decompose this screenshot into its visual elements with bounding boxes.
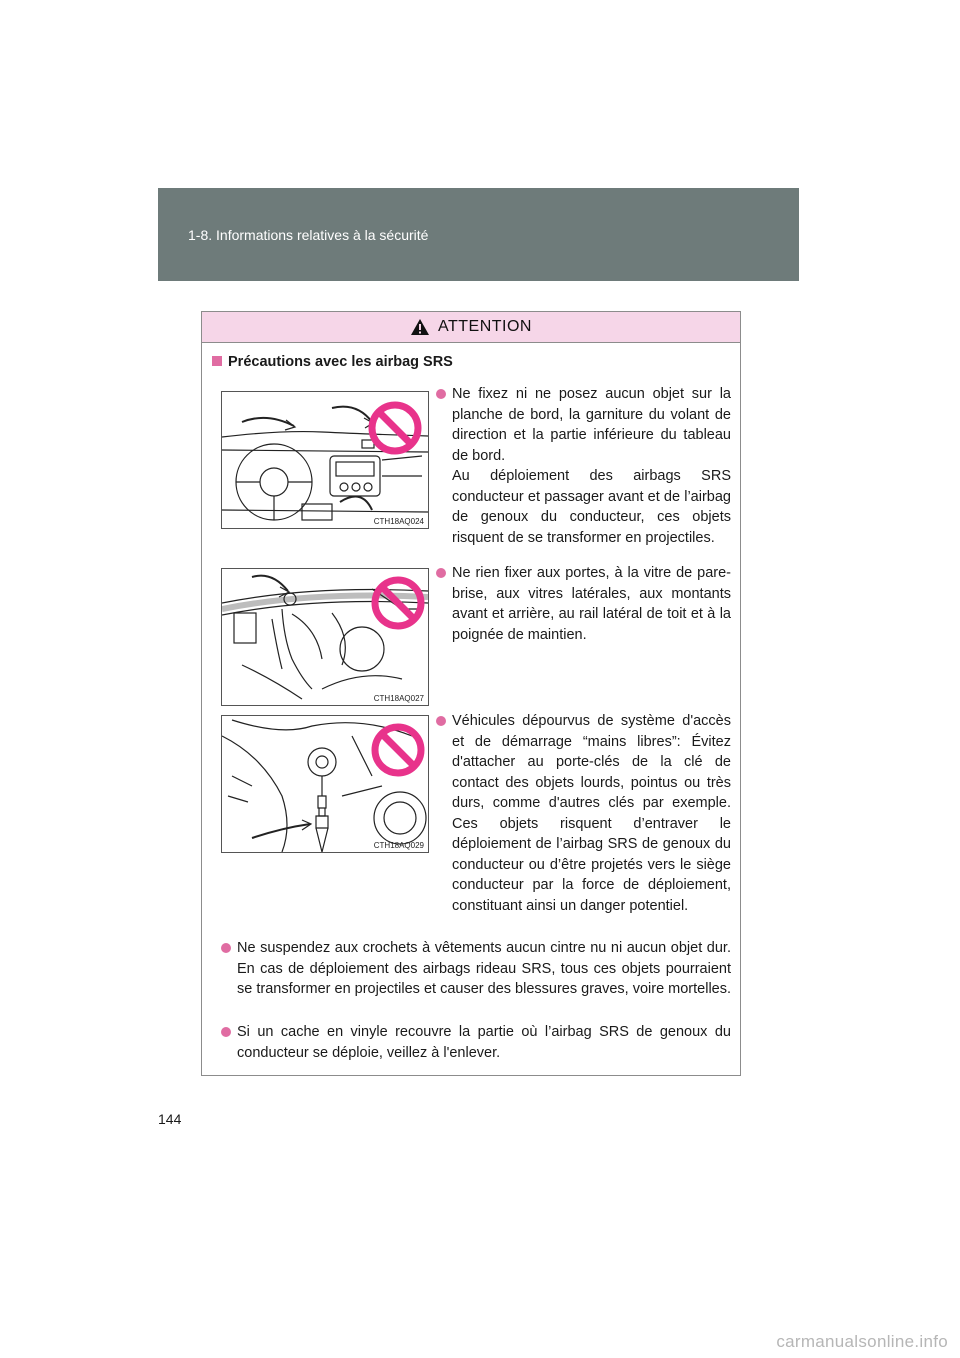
bullet-dot-icon [221, 943, 231, 953]
bullet-text: Véhicules dépourvus de système d'accès et de démarrage “mains libres”: Évitez d'attacher au porte-clés de la clé de contact des objets lourds, pointus ou très durs, comme d'autres clés par exemple. Ces objets risquent d’entraver le déploiement de l’airbag SRS de genoux du conducteur ou d’être projetés vers le siège conducteur par la force de déploiement, constituant ainsi un danger potentiel. [452, 713, 731, 914]
bullet-text: Ne suspendez aux crochets à vêtements aucun cintre nu ni aucun objet dur. En cas de déploiement des airbags rideau SRS, tous ces objets pourraient se transformer en projectiles et causer des blessures graves, voire mortelles. [237, 940, 732, 997]
prohibited-icon [367, 400, 423, 456]
figure-interior [221, 568, 429, 706]
figure-ignition-key [221, 715, 429, 853]
warning-box [201, 311, 741, 1076]
bullet-item [221, 938, 731, 1000]
figure-dashboard [221, 391, 429, 529]
bullet-item [436, 563, 731, 645]
warning-header [202, 312, 740, 343]
bullet-item [436, 384, 731, 548]
page-number: 144 [158, 1111, 182, 1127]
section-heading [212, 354, 453, 370]
prohibited-icon [370, 575, 426, 631]
prohibited-icon [370, 722, 426, 778]
warning-label: ATTENTION [438, 318, 532, 335]
figure-code: CTH18AQ027 [373, 694, 424, 703]
figure-code: CTH18AQ024 [373, 517, 424, 526]
bullet-text: Ne fixez ni ne posez aucun objet sur la planche de bord, la garniture du volant de direction et la partie inférieure du tableau de bord. Au déploiement des airbags SRS conducteur et passager avant et de l’airbag de genoux du conducteur, ces objets risquent de se transformer en projectiles. [452, 386, 731, 546]
figure-code: CTH18AQ029 [373, 841, 424, 850]
square-bullet-icon [212, 356, 222, 366]
watermark: carmanualsonline.info [776, 1332, 948, 1351]
bullet-item [436, 711, 731, 916]
section-heading-text: Précautions avec les airbag SRS [228, 354, 453, 370]
bullet-text: Si un cache en vinyle recouvre la partie où l’airbag SRS de genoux du conducteur se déploie, veillez à l'enlever. [237, 1024, 731, 1061]
bullet-dot-icon [221, 1027, 231, 1037]
bullet-dot-icon [436, 716, 446, 726]
bullet-item [221, 1022, 731, 1063]
chapter-title: 1-8. Informations relatives à la sécurité [188, 227, 429, 243]
bullet-text: Ne rien fixer aux portes, à la vitre de pare-brise, aux vitres latérales, aux montants avant et arrière, au rail latéral de toit et à la poignée de maintien. [452, 565, 731, 643]
bullet-dot-icon [436, 568, 446, 578]
warning-triangle-icon [410, 318, 430, 336]
chapter-header-band [158, 188, 799, 281]
bullet-dot-icon [436, 389, 446, 399]
